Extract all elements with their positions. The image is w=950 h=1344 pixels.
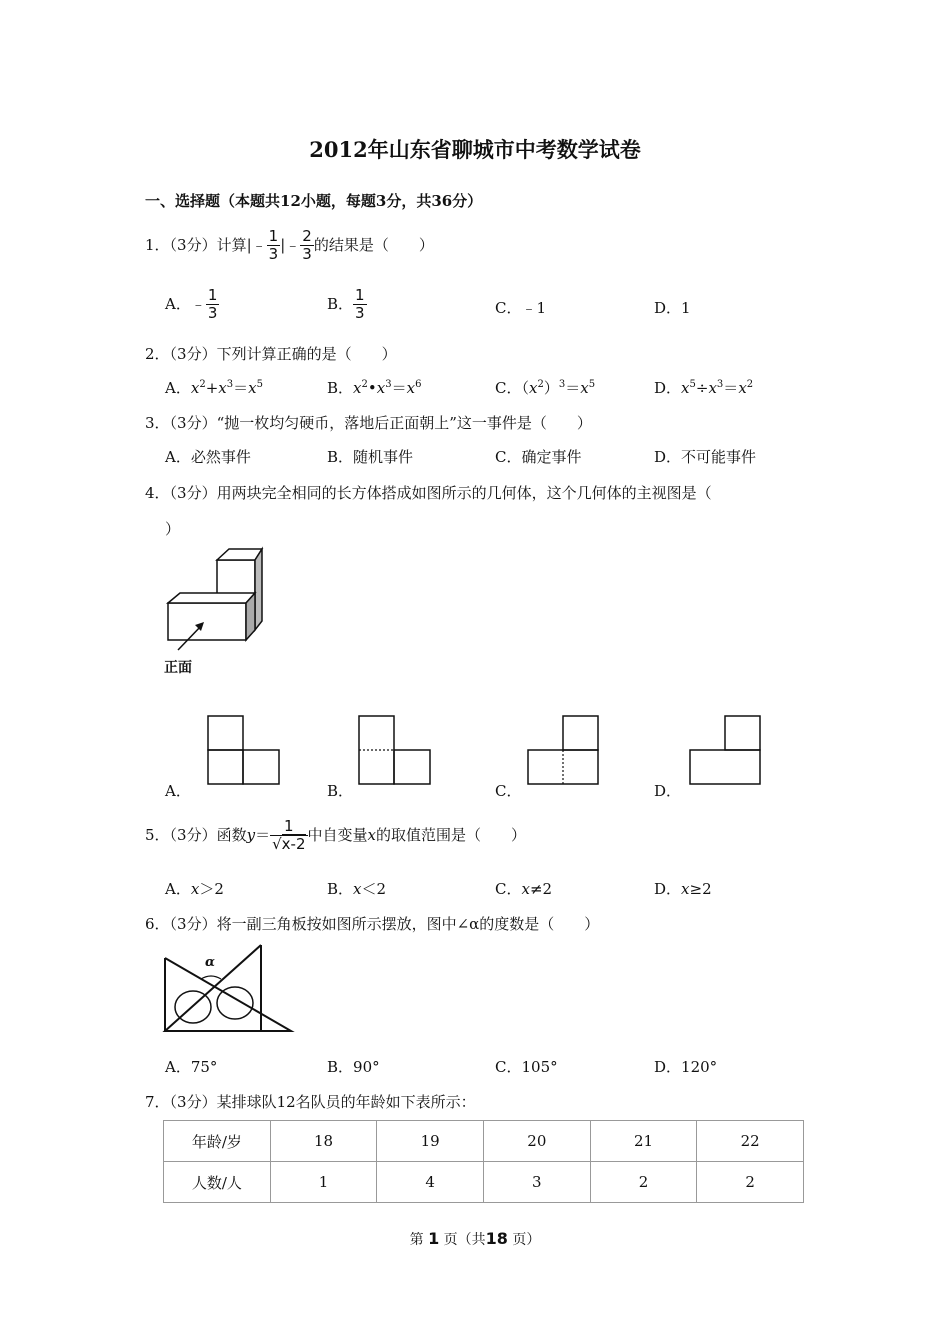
q1-option-a: A．﹣ $\frac{1}{3}$ [165, 286, 218, 323]
question-4: 4．（3分）用两块完全相同的长方体搭成如图所示的几何体，这个几何体的主视图是（ [145, 484, 712, 502]
table-cell: 22 [697, 1121, 804, 1162]
q3-option-d: D．不可能事件 [654, 448, 757, 466]
q1-option-b-fraction: $\frac{1}{3}$ [355, 286, 365, 323]
q2-option-c: C．$(x^2)^3=x^5$ [495, 379, 596, 397]
table-cell: 20 [484, 1121, 591, 1162]
question-5: 5．（3分）函数y＝ $\frac{1}{√x-2}$ 中自变量x的取值范围是（ ） [145, 817, 526, 854]
q1-fraction-2: $\frac{2}{3}$ [302, 227, 312, 264]
q4-option-d-figure [688, 714, 764, 786]
q1-fraction-1: $\frac{1}{3}$ [268, 227, 279, 264]
table-cell: 19 [377, 1121, 484, 1162]
q5-option-a: A．x＞2 [165, 880, 224, 898]
question-7: 7．（3分）某排球队12名队员的年龄如下表所示： [145, 1093, 476, 1111]
table-cell: 1 [270, 1162, 377, 1203]
q5-option-c: C．x≠2 [495, 880, 553, 898]
q4-option-a-figure [206, 714, 282, 786]
page-title: 2012年山东省聊城市中考数学试卷 [309, 137, 641, 162]
q5-option-b: B．x＜2 [327, 880, 387, 898]
q1-number: 1． [145, 235, 170, 254]
table-header-cell: 年龄/岁 [164, 1121, 271, 1162]
table-row [164, 1162, 804, 1203]
q3-option-a: A．必然事件 [165, 448, 251, 466]
q1-option-d: D．1 [654, 299, 691, 317]
q2-option-b: B．$x^2•x^3=x^6$ [327, 379, 422, 397]
question-1 [145, 228, 434, 264]
page-number: 1 [428, 1229, 440, 1248]
q6-option-c: C．105° [495, 1058, 558, 1076]
q6-option-d: D．120° [654, 1058, 718, 1076]
q4-option-b-figure [357, 714, 433, 786]
q6-alpha-label: α [205, 955, 216, 970]
q1-stem-post: 的结果是（ ） [313, 235, 434, 254]
table-header-cell: 人数/人 [164, 1162, 271, 1203]
q5-fraction: $\frac{1}{√x-2}$ [272, 817, 306, 854]
q6-option-a: A．75° [165, 1058, 218, 1076]
q1-option-b: B． $\frac{1}{3}$ [327, 286, 365, 323]
question-2: 2．（3分）下列计算正确的是（ ） [145, 345, 397, 363]
table-cell: 18 [270, 1121, 377, 1162]
page-footer: 第 1 页（共18 页） [409, 1229, 541, 1248]
q1-option-a-fraction: $\frac{1}{3}$ [207, 286, 218, 323]
q4-option-b: B． [327, 782, 354, 800]
q2-option-a: A．$x^2+x^3=x^5$ [165, 379, 263, 397]
q2-option-d: D．$x^5\div x^3=x^2$ [654, 379, 754, 397]
table-row [164, 1121, 804, 1162]
q6-triangle-figure [163, 943, 295, 1035]
q4-option-c-figure [526, 714, 602, 786]
section-heading: 一、选择题（本题共12小题，每题3分，共36分） [145, 192, 483, 210]
q4-solid-figure [160, 545, 270, 645]
q5-sqrt-denominator: √x-2 [272, 835, 306, 854]
question-4-cont: ） [165, 520, 181, 538]
q1-stem-pre: （3分）计算|﹣ [169, 235, 267, 254]
table-cell: 2 [697, 1162, 804, 1203]
q3-option-c: C．确定事件 [495, 448, 582, 466]
question-3: 3．（3分）“抛一枚均匀硬币，落地后正面朝上”这一事件是（ ） [145, 414, 592, 432]
age-table [163, 1120, 804, 1203]
q1-option-c: C．﹣1 [495, 299, 547, 317]
table-cell: 3 [484, 1162, 591, 1203]
q4-option-c: C． [495, 782, 522, 800]
table-cell: 4 [377, 1162, 484, 1203]
q4-option-a: A． [165, 782, 191, 800]
q4-option-d: D． [654, 782, 682, 800]
question-6: 6．（3分）将一副三角板按如图所示摆放，图中∠α的度数是（ ） [145, 915, 600, 933]
q4-front-label: 正面 [164, 660, 192, 676]
table-cell: 2 [590, 1162, 697, 1203]
q3-option-b: B．随机事件 [327, 448, 414, 466]
page-total: 18 [485, 1229, 508, 1248]
q1-stem-mid: |﹣ [280, 235, 301, 254]
q5-option-d: D．x≥2 [654, 880, 712, 898]
table-cell: 21 [590, 1121, 697, 1162]
q6-option-b: B．90° [327, 1058, 380, 1076]
